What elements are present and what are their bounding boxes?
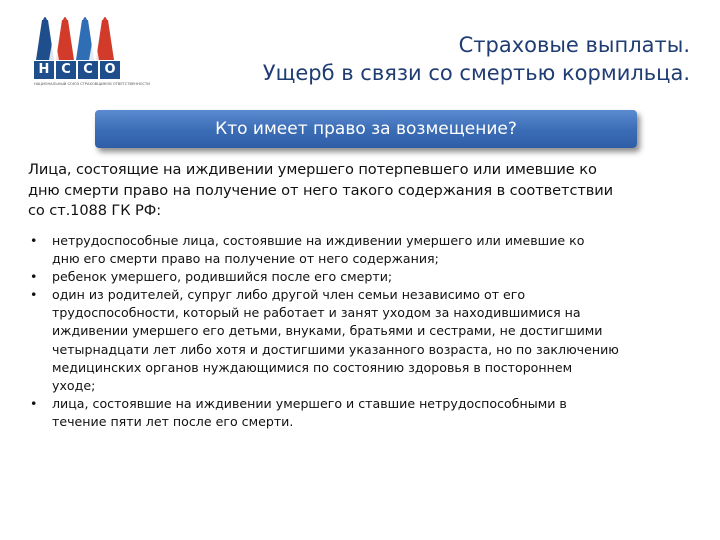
- list-item-line: • один из родителей, супруг либо другой член семьи независимо от его: [52, 287, 526, 303]
- list-item-line: • нетрудоспособные лица, состоявшие на иждивении умершего или имевшие ко: [52, 233, 585, 248]
- title-line-1: Страховые выплаты.: [458, 33, 690, 57]
- logo-letter: О: [100, 61, 120, 79]
- slide-title: [170, 31, 690, 87]
- list-item-line: течение пяти лет после его смерти.: [52, 413, 294, 429]
- logo-letters: [34, 61, 120, 79]
- title-line-2: Ущерб в связи со смертью кормильца.: [262, 61, 690, 85]
- logo-figures-icon: [32, 14, 126, 62]
- intro-line: дню смерти право на получение от него такого содержания в соответствии: [28, 181, 614, 199]
- list-item-line: дню его смерти право на получение от него содержания;: [52, 251, 439, 267]
- list-item-line: • лица, состоявшие на иждивении умершего и ставшие нетрудоспособными в: [52, 395, 567, 411]
- list-item-line: четырнадцати лет либо хотя и достигшими указанного возраста, но по заключению: [52, 341, 619, 357]
- list-item-line: уходе;: [52, 377, 96, 393]
- logo-letter: С: [56, 61, 76, 79]
- list-item-line: иждивении умершего его детьми, внуками, братьями и сестрами, не достигшими: [52, 323, 603, 339]
- intro-paragraph: [28, 160, 698, 222]
- eligible-persons-list: [28, 232, 698, 431]
- list-item: [28, 232, 698, 268]
- list-item-line: медицинских органов нуждающимися по состоянию здоровья в постороннем: [52, 359, 573, 375]
- list-item-line: трудоспособности, который не работает и занят уходом за находившимися на: [52, 305, 581, 321]
- intro-line: Лица, состоящие на иждивении умершего потерпевшего или имевшие ко: [28, 161, 597, 178]
- intro-line: со ст.1088 ГК РФ:: [28, 202, 162, 219]
- list-item: [28, 395, 698, 431]
- list-item-line: • ребенок умершего, родившийся после его смерти;: [52, 269, 393, 285]
- nsso-logo: [32, 14, 150, 94]
- logo-caption: НАЦИОНАЛЬНЫЙ СОЮЗ СТРАХОВЩИКОВ ОТВЕТСТВЕННОСТИ: [34, 82, 150, 86]
- logo-letter: Н: [34, 61, 54, 79]
- list-item: [28, 286, 698, 395]
- list-item: [28, 268, 698, 286]
- logo-letter: С: [78, 61, 98, 79]
- question-banner: Кто имеет право за возмещение?: [95, 110, 637, 148]
